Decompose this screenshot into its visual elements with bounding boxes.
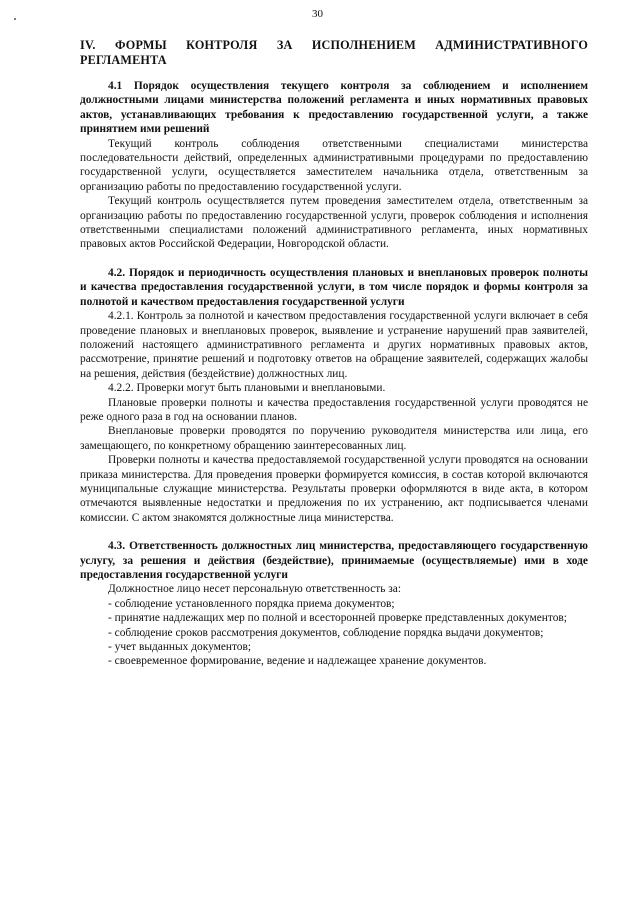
list-item: - учет выданных документов; (108, 641, 252, 654)
page-number: 30 (312, 8, 323, 20)
paragraph: 4.2.1. Контроль за полнотой и качеством предоставления государственной услуги включает в себя проведение плановых и внеплановых проверок, выявление и устранение нарушений прав заявителей, положений настоящего административного регламента и других нормативных правовых актов, рассмотрение, принятие решений и подготовку ответов на обращение заявителей, содержащих жалобы на решения, действия (бездействие) должностных лиц. (80, 310, 588, 380)
paragraph: Плановые проверки полноты и качества предоставления государственной услуги проводятся не реже одного раза в год на основании планов. (80, 396, 588, 423)
paragraph: Текущий контроль соблюдения ответственными специалистами министерства последовательности действий, определенных административными процедурами по предоставлению государственной услуги, осуществляется заместителем начальника отдела, ответственным за организацию работы по предоставлению государственной услуги. (80, 137, 588, 193)
list-item: - своевременное формирование, ведение и надлежащее хранение документов. (108, 655, 487, 668)
list-item: - соблюдение установленного порядка приема документов; (108, 597, 395, 610)
paragraph: Внеплановые проверки проводятся по поручению руководителя министерства или лица, его замещающего, по конкретному обращению заинтересованных лиц. (80, 425, 588, 452)
section-4-3-heading: 4.3. Ответственность должностных лиц министерства, предоставляющего государственную услугу, за решения и действия (бездействие), принимаемые (осуществляемые) ими в ходе предоставления государственной услуги (80, 540, 588, 581)
section-4-1-heading: 4.1 Порядок осуществления текущего контроля за соблюдением и исполнением должностными лицами министерства положений регламента и иных нормативных правовых актов, устанавливающих требования к предоставлению государственной услуги, а также принятием ими решений (80, 80, 588, 136)
paragraph: Должностное лицо несет персональную ответственность за: (108, 583, 401, 596)
paragraph: Текущий контроль осуществляется путем проведения заместителем отдела, ответственным за организацию работы по предоставлению государственной услуги, проверок соблюдения и исполнения ответственными специалистами положений административного регламента, иных нормативных правовых актов Российской Федерации, Новгородской области. (80, 195, 588, 251)
paragraph: Проверки полноты и качества предоставляемой государственной услуги проводятся на основании приказа министерства. Для проведения проверки формируется комиссия, в состав которой включаются муниципальные служащие министерства. Результаты проверки оформляются в виде акта, в котором отмечаются выявленные недостатки и предложения по их устранению, акт подписывается членами комиссии. С актом знакомятся должностные лица министерства. (80, 454, 588, 524)
list-item: - принятие надлежащих мер по полной и всесторонней проверке представленных документов; (108, 612, 567, 625)
section-4-2-heading: 4.2. Порядок и периодичность осуществления плановых и внеплановых проверок полноты и качества предоставления государственной услуги, в том числе порядок и формы контроля за полнотой и качеством предоставления государственной услуги (80, 266, 588, 308)
chapter-title: IV. ФОРМЫ КОНТРОЛЯ ЗА ИСПОЛНЕНИЕМ АДМИНИСТРАТИВНОГО РЕГЛАМЕНТА (80, 38, 588, 67)
paragraph: 4.2.2. Проверки могут быть плановыми и внеплановыми. (108, 382, 386, 395)
list-item: - соблюдение сроков рассмотрения документов, соблюдение порядка выдачи документов; (108, 626, 544, 639)
document-page (80, 38, 588, 669)
